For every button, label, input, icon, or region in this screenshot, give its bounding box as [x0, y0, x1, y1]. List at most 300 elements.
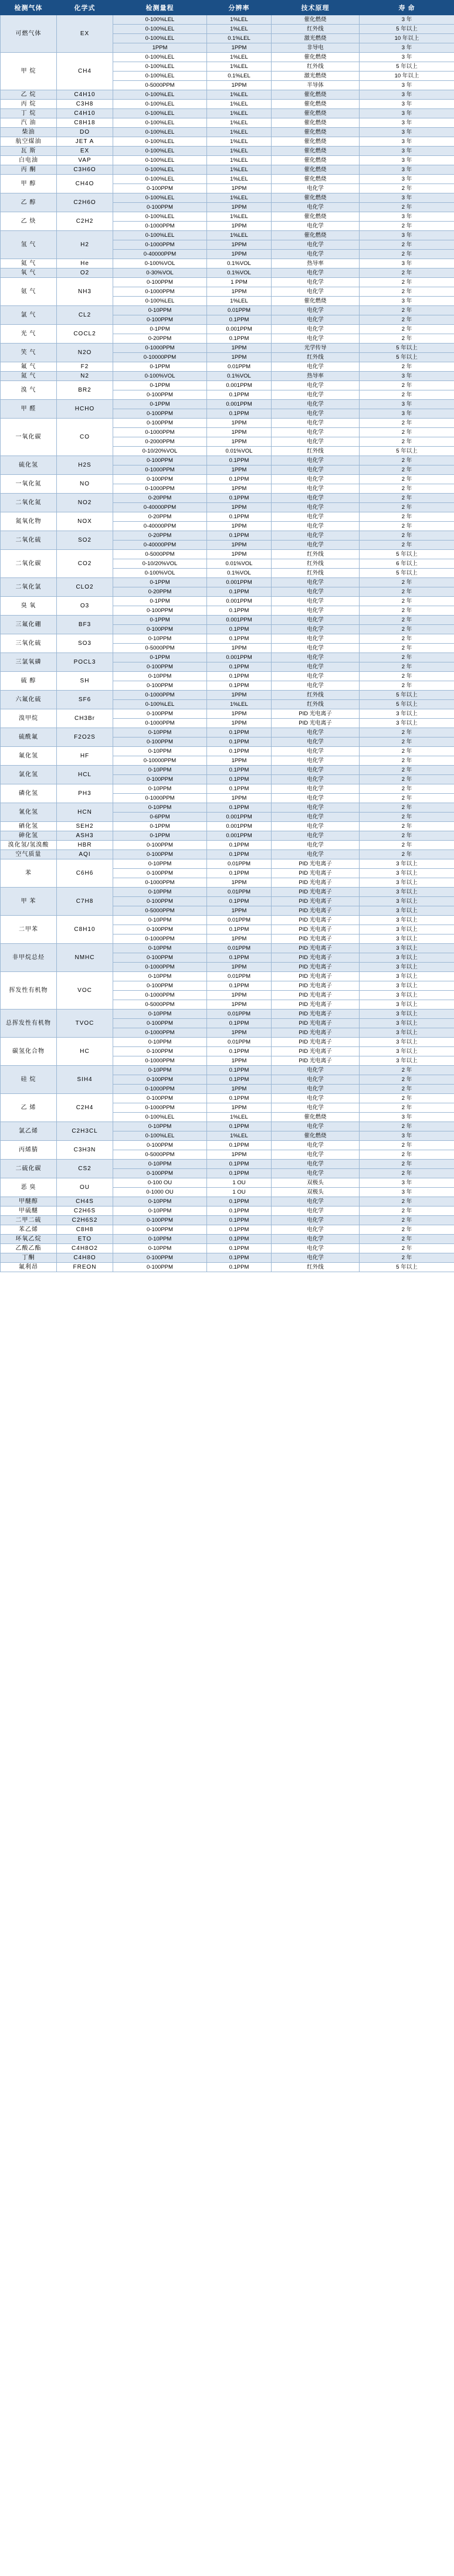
cell-range: 0-100PPM — [113, 1094, 207, 1103]
table-row — [1, 766, 454, 775]
cell-range: 0-100%LEL — [113, 297, 207, 306]
cell-resolution: 0.1PPM — [207, 1197, 272, 1207]
cell-technology: 电化学 — [272, 728, 360, 738]
cell-gas-name: 甲 醛 — [1, 400, 57, 419]
cell-resolution: 0.001PPM — [207, 813, 272, 822]
cell-technology: 电化学 — [272, 334, 360, 344]
cell-range: 0-5000PPM — [113, 644, 207, 653]
cell-lifetime: 3 年以上 — [360, 944, 454, 953]
table-row — [1, 372, 454, 381]
cell-gas-name: 三氧化硫 — [1, 634, 57, 653]
cell-technology: PID 光电离子 — [272, 991, 360, 1000]
table-row — [1, 165, 454, 175]
cell-formula: He — [57, 259, 113, 269]
cell-range: 0-30%VOL — [113, 269, 207, 278]
cell-formula: C2H2 — [57, 212, 113, 231]
cell-range: 0-100%LEL — [113, 137, 207, 147]
cell-range: 0-10PPM — [113, 803, 207, 813]
cell-gas-name: 瓦 斯 — [1, 147, 57, 156]
table-row — [1, 175, 454, 184]
cell-lifetime: 2 年 — [360, 522, 454, 531]
cell-resolution: 0.1PPM — [207, 1169, 272, 1178]
table-row — [1, 1141, 454, 1150]
cell-range: 0-100%LEL — [113, 118, 207, 128]
table-row — [1, 1225, 454, 1235]
cell-lifetime: 3 年 — [360, 400, 454, 409]
cell-resolution: 0.1PPM — [207, 315, 272, 325]
cell-lifetime: 5 年以上 — [360, 569, 454, 578]
cell-range: 0-20PPM — [113, 334, 207, 344]
cell-gas-name: 二氧化硫 — [1, 531, 57, 550]
cell-lifetime: 3 年 — [360, 118, 454, 128]
table-row — [1, 1038, 454, 1047]
cell-gas-name: 苯 — [1, 859, 57, 888]
cell-lifetime: 3 年以上 — [360, 1010, 454, 1019]
cell-formula: CLO2 — [57, 578, 113, 597]
cell-resolution: 1 OU — [207, 1178, 272, 1188]
cell-resolution: 1%LEL — [207, 109, 272, 118]
cell-gas-name: 臭 氧 — [1, 597, 57, 616]
cell-resolution: 0.1PPM — [207, 1253, 272, 1263]
table-row — [1, 841, 454, 850]
cell-lifetime: 2 年 — [360, 831, 454, 841]
cell-range: 0-1PPM — [113, 381, 207, 390]
cell-resolution: 0.1PPM — [207, 409, 272, 419]
cell-resolution: 0.01PPM — [207, 944, 272, 953]
cell-technology: 双极头 — [272, 1188, 360, 1197]
cell-range: 0-100PPM — [113, 681, 207, 691]
cell-technology: PID 光电离子 — [272, 925, 360, 934]
cell-resolution: 1PPM — [207, 250, 272, 259]
cell-resolution: 0.001PPM — [207, 822, 272, 831]
cell-gas-name: 甲 烷 — [1, 53, 57, 90]
cell-lifetime: 2 年 — [360, 1253, 454, 1263]
cell-gas-name: 丁酮 — [1, 1253, 57, 1263]
cell-formula: CO — [57, 419, 113, 456]
cell-range: 0-1000PPM — [113, 934, 207, 944]
table-row — [1, 691, 454, 700]
cell-formula: HF — [57, 747, 113, 766]
cell-resolution: 0.1PPM — [207, 1244, 272, 1253]
cell-gas-name: 甲硫醚 — [1, 1207, 57, 1216]
cell-formula: C4H8O — [57, 1253, 113, 1263]
cell-resolution: 0.1PPM — [207, 925, 272, 934]
cell-resolution: 1PPM — [207, 1028, 272, 1038]
table-row — [1, 578, 454, 587]
cell-technology: 红外线 — [272, 569, 360, 578]
cell-formula: NH3 — [57, 278, 113, 306]
cell-formula: EX — [57, 147, 113, 156]
cell-gas-name: 氮 气 — [1, 372, 57, 381]
cell-range: 0-10PPM — [113, 1160, 207, 1169]
cell-resolution: 1PPM — [207, 503, 272, 512]
table-row — [1, 784, 454, 794]
cell-technology: 电化学 — [272, 1103, 360, 1113]
cell-resolution: 1%LEL — [207, 193, 272, 203]
cell-technology: 电化学 — [272, 822, 360, 831]
cell-range: 0-10PPM — [113, 747, 207, 756]
cell-lifetime: 3 年 — [360, 259, 454, 269]
cell-range: 0-10000PPM — [113, 756, 207, 766]
cell-technology: 电化学 — [272, 1207, 360, 1216]
cell-range: 0-100%LEL — [113, 109, 207, 118]
cell-technology: 电化学 — [272, 1216, 360, 1225]
cell-lifetime: 3 年以上 — [360, 709, 454, 719]
table-row — [1, 456, 454, 465]
cell-resolution: 0.1PPM — [207, 897, 272, 906]
cell-resolution: 0.1PPM — [207, 1235, 272, 1244]
cell-gas-name: 柴油 — [1, 128, 57, 137]
table-row — [1, 1244, 454, 1253]
cell-range: 0-100%LEL — [113, 156, 207, 165]
cell-resolution: 0.01PPM — [207, 916, 272, 925]
cell-lifetime: 2 年 — [360, 390, 454, 400]
cell-technology: 催化燃烧 — [272, 100, 360, 109]
cell-technology: 热导率 — [272, 259, 360, 269]
cell-technology: 电化学 — [272, 184, 360, 193]
cell-lifetime: 5 年以上 — [360, 447, 454, 456]
cell-resolution: 1%LEL — [207, 165, 272, 175]
cell-range: 0-10PPM — [113, 1207, 207, 1216]
cell-lifetime: 2 年 — [360, 1103, 454, 1113]
cell-formula: H2 — [57, 231, 113, 259]
cell-resolution: 1PPM — [207, 203, 272, 212]
table-row — [1, 137, 454, 147]
cell-resolution: 0.1PPM — [207, 475, 272, 484]
cell-formula: POCL3 — [57, 653, 113, 672]
cell-range: 0-100PPM — [113, 953, 207, 963]
table-row — [1, 212, 454, 222]
table-row — [1, 634, 454, 644]
table-row — [1, 1010, 454, 1019]
cell-lifetime: 3 年 — [360, 109, 454, 118]
cell-technology: 催化燃烧 — [272, 109, 360, 118]
table-row — [1, 672, 454, 681]
table-row — [1, 822, 454, 831]
cell-resolution: 0.001PPM — [207, 381, 272, 390]
cell-range: 0-100PPM — [113, 419, 207, 428]
cell-technology: PID 光电离子 — [272, 719, 360, 728]
cell-lifetime: 2 年 — [360, 456, 454, 465]
cell-resolution: 1PPM — [207, 794, 272, 803]
cell-gas-name: 一氧化碳 — [1, 419, 57, 456]
cell-resolution: 0.1PPM — [207, 334, 272, 344]
table-row — [1, 494, 454, 503]
cell-gas-name: 氮氧化物 — [1, 512, 57, 531]
cell-lifetime: 2 年 — [360, 644, 454, 653]
cell-range: 0-5000PPM — [113, 1150, 207, 1160]
cell-lifetime: 6 年以上 — [360, 559, 454, 569]
cell-resolution: 0.1PPM — [207, 390, 272, 400]
cell-range: 0-100PPM — [113, 662, 207, 672]
cell-formula: PH3 — [57, 784, 113, 803]
cell-resolution: 0.1PPM — [207, 1066, 272, 1075]
cell-technology: 电化学 — [272, 1141, 360, 1150]
cell-lifetime: 5 年以上 — [360, 25, 454, 34]
cell-technology: 电化学 — [272, 269, 360, 278]
cell-lifetime: 2 年 — [360, 1085, 454, 1094]
cell-resolution: 1 PPM — [207, 278, 272, 287]
cell-technology: 电化学 — [272, 756, 360, 766]
cell-lifetime: 3 年以上 — [360, 953, 454, 963]
cell-lifetime: 2 年 — [360, 578, 454, 587]
cell-lifetime: 5 年以上 — [360, 353, 454, 362]
cell-technology: 电化学 — [272, 456, 360, 465]
cell-resolution: 1PPM — [207, 709, 272, 719]
cell-technology: 激光燃烧 — [272, 72, 360, 81]
cell-technology: 电化学 — [272, 813, 360, 822]
cell-resolution: 1%LEL — [207, 53, 272, 62]
cell-lifetime: 3 年 — [360, 1113, 454, 1122]
cell-range: 0-100PPM — [113, 1019, 207, 1028]
cell-range: 0-2000PPM — [113, 437, 207, 447]
cell-lifetime: 2 年 — [360, 850, 454, 859]
cell-lifetime: 2 年 — [360, 203, 454, 212]
cell-range: 0-10PPM — [113, 728, 207, 738]
cell-range: 0-1000PPM — [113, 991, 207, 1000]
cell-lifetime: 2 年 — [360, 681, 454, 691]
cell-technology: 红外线 — [272, 691, 360, 700]
cell-range: 0-5000PPM — [113, 1000, 207, 1010]
cell-resolution: 0.1PPM — [207, 1141, 272, 1150]
table-row — [1, 916, 454, 925]
cell-resolution: 1PPM — [207, 484, 272, 494]
cell-resolution: 1PPM — [207, 287, 272, 297]
cell-gas-name: 乙 烷 — [1, 90, 57, 100]
cell-resolution: 0.1PPM — [207, 1094, 272, 1103]
cell-formula: HCN — [57, 803, 113, 822]
cell-lifetime: 3 年 — [360, 43, 454, 53]
cell-technology: 电化学 — [272, 831, 360, 841]
cell-range: 0-100PPM — [113, 738, 207, 747]
cell-formula: CL2 — [57, 306, 113, 325]
cell-lifetime: 3 年 — [360, 128, 454, 137]
cell-lifetime: 3 年以上 — [360, 869, 454, 878]
cell-formula: AQI — [57, 850, 113, 859]
table-row — [1, 100, 454, 109]
cell-resolution: 1PPM — [207, 428, 272, 437]
cell-range: 0-1000PPM — [113, 287, 207, 297]
cell-resolution: 1PPM — [207, 541, 272, 550]
cell-gas-name: 航空煤油 — [1, 137, 57, 147]
cell-formula: CH4 — [57, 53, 113, 90]
cell-gas-name: 磷化氢 — [1, 784, 57, 803]
cell-technology: 电化学 — [272, 803, 360, 813]
cell-lifetime: 3 年 — [360, 1131, 454, 1141]
cell-lifetime: 3 年 — [360, 100, 454, 109]
cell-formula: OU — [57, 1178, 113, 1197]
cell-range: 0-1000PPM — [113, 465, 207, 475]
cell-technology: 激光燃烧 — [272, 34, 360, 43]
cell-resolution: 1%LEL — [207, 137, 272, 147]
cell-lifetime: 2 年 — [360, 1141, 454, 1150]
cell-formula: TVOC — [57, 1010, 113, 1038]
cell-range: 0-100PPM — [113, 709, 207, 719]
cell-resolution: 1PPM — [207, 1000, 272, 1010]
cell-technology: 电化学 — [272, 1169, 360, 1178]
cell-resolution: 0.1%VOL — [207, 269, 272, 278]
cell-formula: COCL2 — [57, 325, 113, 344]
gas-detection-table-container — [0, 0, 454, 1272]
cell-resolution: 1%LEL — [207, 25, 272, 34]
cell-range: 0-5000PPM — [113, 550, 207, 559]
cell-gas-name: 二甲二硫 — [1, 1216, 57, 1225]
cell-lifetime: 5 年以上 — [360, 700, 454, 709]
cell-range: 0-10000PPM — [113, 353, 207, 362]
cell-formula: C3H3N — [57, 1141, 113, 1160]
cell-technology: 红外线 — [272, 1263, 360, 1272]
cell-range: 0-10PPM — [113, 859, 207, 869]
cell-range: 0-100 OU — [113, 1178, 207, 1188]
cell-resolution: 0.1%VOL — [207, 569, 272, 578]
table-row — [1, 381, 454, 390]
cell-lifetime: 2 年 — [360, 362, 454, 372]
cell-technology: PID 光电离子 — [272, 906, 360, 916]
cell-formula: NO — [57, 475, 113, 494]
cell-formula: F2O2S — [57, 728, 113, 747]
cell-gas-name: 丙 烷 — [1, 100, 57, 109]
cell-range: 0-40000PPM — [113, 250, 207, 259]
cell-resolution: 0.1PPM — [207, 1207, 272, 1216]
cell-technology: 电化学 — [272, 306, 360, 315]
cell-range: 0-40000PPM — [113, 522, 207, 531]
cell-technology: 电化学 — [272, 428, 360, 437]
cell-gas-name: 丁 烷 — [1, 109, 57, 118]
table-row — [1, 512, 454, 522]
cell-resolution: 0.1PPM — [207, 512, 272, 522]
cell-technology: 电化学 — [272, 1253, 360, 1263]
cell-resolution: 0.01%VOL — [207, 447, 272, 456]
cell-range: 0-100PPM — [113, 475, 207, 484]
cell-lifetime: 2 年 — [360, 278, 454, 287]
cell-lifetime: 3 年以上 — [360, 888, 454, 897]
cell-formula: SO2 — [57, 531, 113, 550]
cell-range: 0-20PPM — [113, 531, 207, 541]
cell-lifetime: 5 年以上 — [360, 62, 454, 72]
cell-range: 0-100PPM — [113, 897, 207, 906]
table-row — [1, 90, 454, 100]
cell-lifetime: 3 年 — [360, 231, 454, 240]
cell-resolution: 1PPM — [207, 222, 272, 231]
cell-lifetime: 10 年以上 — [360, 72, 454, 81]
cell-range: 0-5000PPM — [113, 81, 207, 90]
cell-technology: 电化学 — [272, 222, 360, 231]
cell-gas-name: 乙 烯 — [1, 1094, 57, 1122]
cell-formula: C8H8 — [57, 1225, 113, 1235]
cell-lifetime: 3 年 — [360, 1188, 454, 1197]
cell-formula: H2S — [57, 456, 113, 475]
cell-technology: PID 光电离子 — [272, 1028, 360, 1038]
cell-range: 0-10PPM — [113, 1235, 207, 1244]
cell-lifetime: 3 年以上 — [360, 878, 454, 888]
cell-range: 1PPM — [113, 43, 207, 53]
cell-resolution: 0.01PPM — [207, 972, 272, 981]
cell-range: 0-1PPM — [113, 831, 207, 841]
cell-range: 0-100%LEL — [113, 15, 207, 25]
cell-gas-name: 乙 醇 — [1, 193, 57, 212]
cell-technology: 红外线 — [272, 700, 360, 709]
cell-technology: PID 光电离子 — [272, 1056, 360, 1066]
cell-technology: 电化学 — [272, 437, 360, 447]
cell-formula: HBR — [57, 841, 113, 850]
cell-resolution: 1PPM — [207, 1103, 272, 1113]
cell-lifetime: 2 年 — [360, 250, 454, 259]
cell-technology: 电化学 — [272, 1066, 360, 1075]
cell-gas-name: 六氟化硫 — [1, 691, 57, 709]
cell-technology: PID 光电离子 — [272, 934, 360, 944]
cell-technology: 电化学 — [272, 681, 360, 691]
cell-lifetime: 3 年 — [360, 175, 454, 184]
cell-range: 0-100%LEL — [113, 193, 207, 203]
cell-range: 0-1PPM — [113, 822, 207, 831]
cell-lifetime: 3 年以上 — [360, 1000, 454, 1010]
cell-range: 0-40000PPM — [113, 503, 207, 512]
table-row — [1, 362, 454, 372]
cell-resolution: 0.1PPM — [207, 784, 272, 794]
cell-resolution: 0.001PPM — [207, 653, 272, 662]
cell-resolution: 0.1PPM — [207, 681, 272, 691]
cell-resolution: 0.1PPM — [207, 1122, 272, 1131]
cell-resolution: 1PPM — [207, 756, 272, 766]
cell-technology: 电化学 — [272, 250, 360, 259]
cell-technology: PID 光电离子 — [272, 1010, 360, 1019]
cell-resolution: 1PPM — [207, 81, 272, 90]
cell-range: 0-100PPM — [113, 1169, 207, 1178]
cell-range: 0-1000PPM — [113, 222, 207, 231]
cell-resolution: 0.1PPM — [207, 803, 272, 813]
cell-range: 0-1PPM — [113, 653, 207, 662]
cell-resolution: 0.1PPM — [207, 531, 272, 541]
cell-formula: CH4S — [57, 1197, 113, 1207]
cell-resolution: 0.1PPM — [207, 672, 272, 681]
cell-lifetime: 2 年 — [360, 794, 454, 803]
cell-technology: 电化学 — [272, 644, 360, 653]
cell-gas-name: 氯化氢 — [1, 766, 57, 784]
cell-resolution: 1%LEL — [207, 156, 272, 165]
cell-lifetime: 2 年 — [360, 465, 454, 475]
cell-range: 0-100PPM — [113, 1075, 207, 1085]
cell-range: 0-100%LEL — [113, 62, 207, 72]
cell-resolution: 1%LEL — [207, 147, 272, 156]
table-row — [1, 400, 454, 409]
cell-resolution: 1%LEL — [207, 700, 272, 709]
cell-technology: 双极头 — [272, 1178, 360, 1188]
cell-resolution: 0.1PPM — [207, 625, 272, 634]
cell-resolution: 1%LEL — [207, 62, 272, 72]
table-row — [1, 1216, 454, 1225]
cell-range: 0-1000PPM — [113, 344, 207, 353]
cell-resolution: 1PPM — [207, 934, 272, 944]
cell-range: 0-10PPM — [113, 784, 207, 794]
cell-range: 0-10PPM — [113, 1066, 207, 1075]
cell-lifetime: 2 年 — [360, 512, 454, 522]
cell-range: 0-5000PPM — [113, 906, 207, 916]
cell-technology: 电化学 — [272, 841, 360, 850]
cell-lifetime: 2 年 — [360, 531, 454, 541]
cell-lifetime: 2 年 — [360, 634, 454, 644]
table-row — [1, 128, 454, 137]
cell-formula: SIH4 — [57, 1066, 113, 1094]
table-row — [1, 888, 454, 897]
col-header-resolution: 分辨率 — [207, 1, 272, 15]
cell-range: 0-100PPM — [113, 1263, 207, 1272]
cell-technology: 催化燃烧 — [272, 193, 360, 203]
cell-technology: 催化燃烧 — [272, 212, 360, 222]
cell-resolution: 0.1PPM — [207, 775, 272, 784]
cell-formula: C3H6O — [57, 165, 113, 175]
cell-gas-name: 溴 气 — [1, 381, 57, 400]
cell-gas-name: 苯乙烯 — [1, 1225, 57, 1235]
